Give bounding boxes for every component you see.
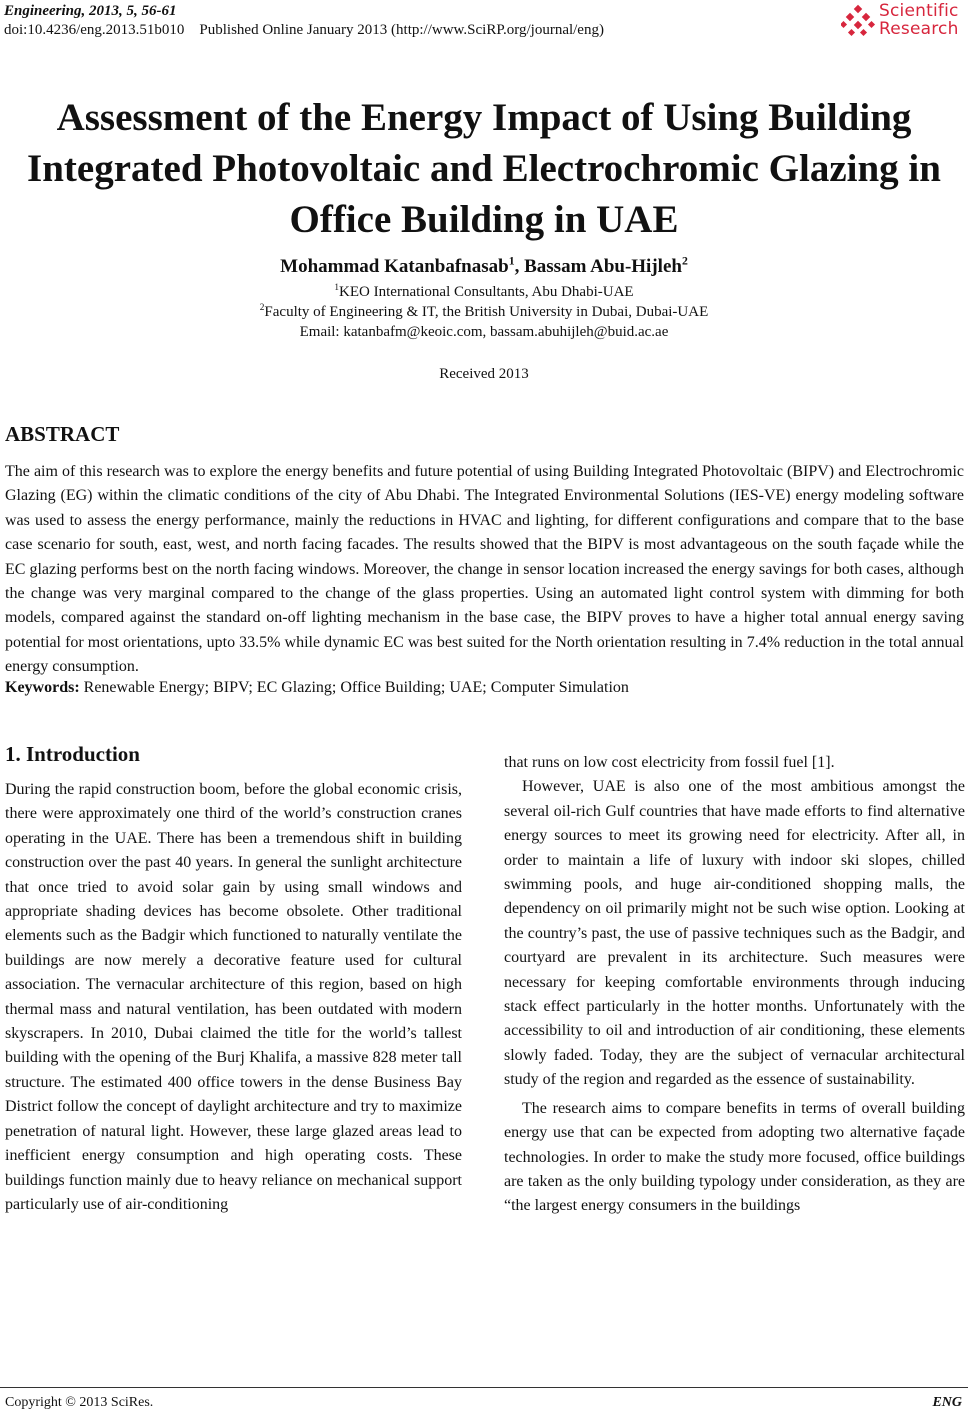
affiliation-1 xyxy=(0,283,968,302)
intro-paragraph-3: The research aims to compare benefits in terms of overall building energy use that can be expected from adopting two alternative façade technologies. In order to make the study more focused, office buildings are taken as the only building typology under consideration, as they are “the largest energy consumers in the buildings xyxy=(504,1099,965,1215)
journal-volume-pages: , 2013, 5, 56-61 xyxy=(81,3,177,19)
author-list xyxy=(0,256,968,278)
intro-paragraph-2: However, UAE is also one of the most ambitious amongst the several oil-rich Gulf countries that have made efforts to find alternative energy sources to meet its growing need for electricity. After all, in order to maintain a life of luxury with indoor ski slopes, chilled swimming pools, and huge air-conditioned shopping malls, the dependency on oil primarily might not be such wise option. Looking at the country’s past, the use of passive techniques such as the Badgir, and courtyard are prevalent in its architecture. Such measures were necessary for keeping comfortable environments through inducing stack effect particularly in the hotter months. Unfortunately with the accessibility to oil and introduction of air conditioning, these elements slowly faded. Today, they are the subject of vernacular architectural study of the region and regarded as the essence of sustainability. xyxy=(504,778,965,1089)
abstract-text: The aim of this research was to explore the energy benefits and future potential of using Building Integrated Photovoltaic (BIPV) and Electrochromic Glazing (EG) within the climatic conditions of the city of Abu Dhabi. The Integrated Environmental Solutions (IES-VE) energy modeling software was used to assess the energy performance, mainly the reductions in HVAC and lighting, for different configurations and compare that to the base case scenario for south, east, west, and north facing facades. The results showed that the BIPV is most advantageous on the south façade while the EC glazing performs best on the north facing windows. Moreover, the change in sensor location increased the energy savings for both cases, although the change was very marginal compared to the change of the glass properties. Using an automated light control system with dimming for both models, compared against the standard on-off lighting mechanism in the base case, the BIPV proves to have a higher total annual energy saving potential for most orientations, upto 33.5% while dynamic EC was best suited for the North orientation resulting in 7.4% reduction in the total annual energy consumption. xyxy=(5,463,964,676)
left-column xyxy=(5,778,462,1217)
affiliation-2-mark: 2 xyxy=(259,303,265,313)
logo-line1: Scientific xyxy=(879,1,959,21)
intro-paragraph-1: During the rapid construction boom, before the global economic crisis, there were approximately one third of the world’s construction cranes operating in the UAE. There has been a tremendous shift in building construction over the past 40 years. In general the sunlight architecture that once tried to avoid solar gain by using small windows and appropriate shading devices has become obsolete. Other traditional elements such as the Badgir which functioned to naturally ventilate the buildings are now merely a decorative feature used for cultural association. The vernacular architecture of this region, based on high thermal mass and natural ventilation, has been outdated with modern skyscrapers. In 2010, Dubai claimed the title for the world’s tallest building with the opening of the Burj Khalifa, a massive 828 meter tall structure. The estimated 400 office towers in the dense Business Bay District follow the concept of daylight architecture and try to maximize penetration of natural light. However, these large glazed areas lead to inefficient energy consumption and high operating costs. These buildings function mainly due to heavy reliance on mechanical support particularly use of air-conditioning xyxy=(5,781,462,1213)
title-line-2: Integrated Photovoltaic and Electrochromic Glazing in xyxy=(27,147,941,190)
affiliation-2-text: Faculty of Engineering & IT, the British University in Dubai, Dubai-UAE xyxy=(264,304,709,320)
affiliation-1-mark: 1 xyxy=(334,283,340,293)
abstract-heading: ABSTRACT xyxy=(5,422,120,446)
intro-paragraph-1-continued: that runs on low cost electricity from fossil fuel [1]. xyxy=(504,754,835,771)
keywords-label: Keywords: xyxy=(5,679,80,696)
journal-info xyxy=(4,2,604,40)
author-separator: , xyxy=(514,256,525,277)
received-date: Received 2013 xyxy=(439,366,529,382)
journal-name: Engineering xyxy=(4,3,82,19)
author-2: Bassam Abu-Hijleh xyxy=(524,256,682,277)
author-email: Email: katanbafm@keoic.com, bassam.abuhijleh@buid.ac.ae xyxy=(299,324,669,340)
journal-citation xyxy=(4,2,604,21)
affiliation-2 xyxy=(0,303,968,322)
author-1-affil-mark: 1 xyxy=(508,254,515,268)
logo-line2: Research xyxy=(879,19,959,39)
logo-mark-icon xyxy=(841,4,877,40)
title-line-3: Office Building in UAE xyxy=(289,198,679,241)
footer-divider xyxy=(0,1387,968,1388)
affiliation-1-text: KEO International Consultants, Abu Dhabi-UAE xyxy=(339,284,634,300)
keywords-text: Renewable Energy; BIPV; EC Glazing; Office Building; UAE; Computer Simulation xyxy=(79,679,629,696)
author-2-affil-mark: 2 xyxy=(681,254,688,268)
doi-line: doi:10.4236/eng.2013.51b010 Published Online January 2013 (http://www.SciRP.org/journal/eng) xyxy=(4,22,604,38)
title-line-1: Assessment of the Energy Impact of Using Building xyxy=(56,96,912,139)
copyright-notice: Copyright © 2013 SciRes. xyxy=(5,1395,154,1410)
paper-title xyxy=(20,92,948,245)
publisher-logo xyxy=(841,2,966,42)
footer-journal-abbrev: ENG xyxy=(932,1395,962,1410)
keywords xyxy=(5,679,629,697)
author-1: Mohammad Katanbafnasab xyxy=(280,256,509,277)
right-column xyxy=(504,751,965,1219)
section-heading-introduction: 1. Introduction xyxy=(5,742,140,766)
logo-text xyxy=(879,2,959,38)
